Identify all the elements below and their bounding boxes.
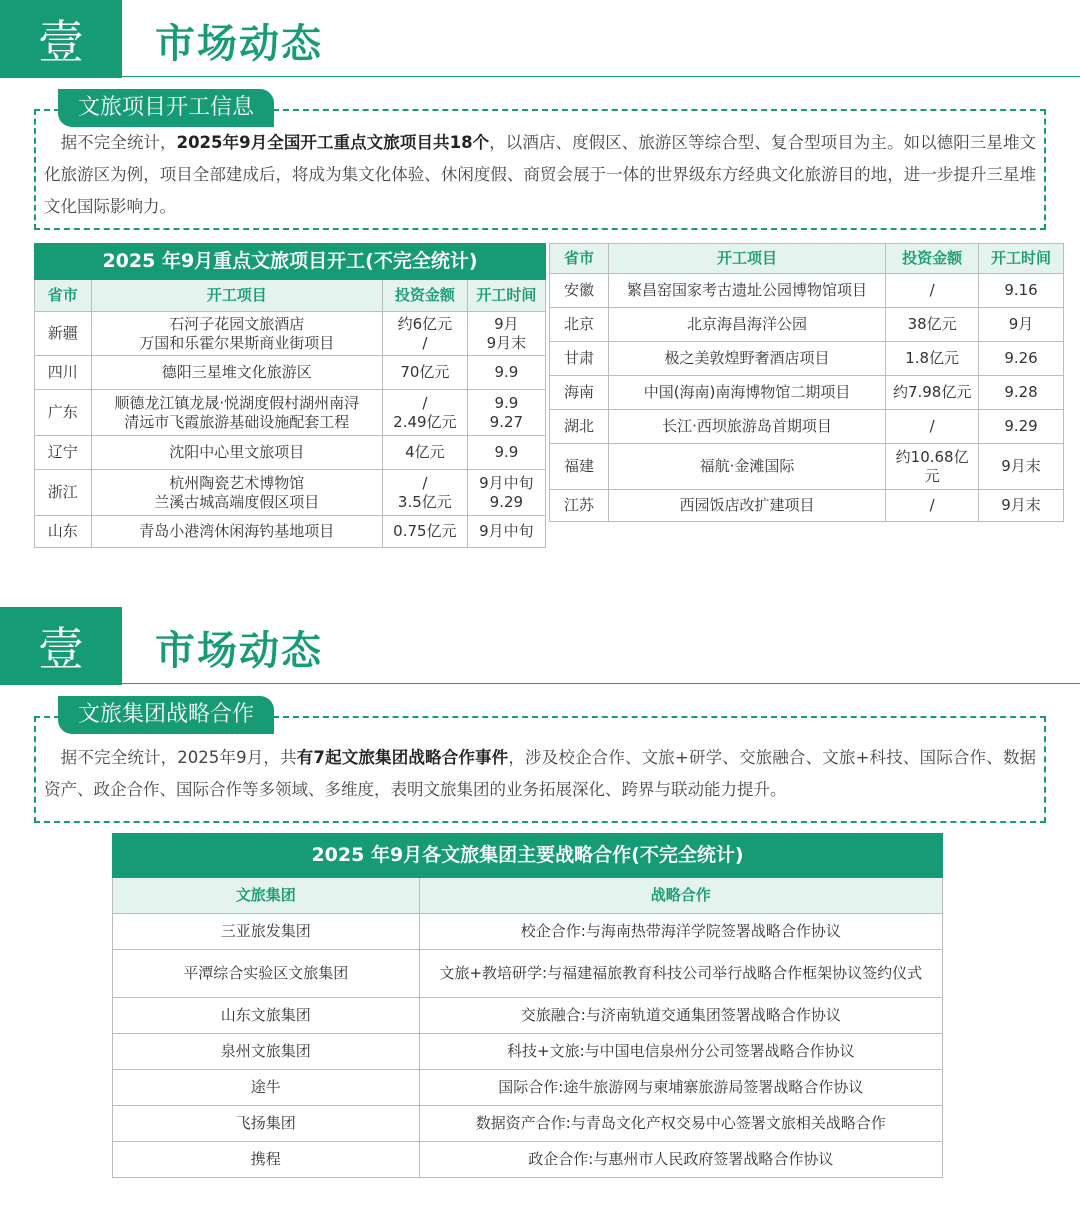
paragraph-text: 据不完全统计，2025年9月，共 bbox=[60, 748, 297, 767]
project-cell bbox=[91, 390, 382, 436]
column-header: 文旅集团 bbox=[113, 878, 420, 914]
group-cell: 携程 bbox=[113, 1142, 420, 1178]
column-header: 开工项目 bbox=[91, 280, 382, 312]
province-cell bbox=[550, 410, 609, 444]
cell-line: 约7.98亿元 bbox=[892, 383, 972, 401]
cell-line: 德阳三星堆文化旅游区 bbox=[161, 363, 312, 381]
province-cell bbox=[35, 356, 92, 390]
table-header-row bbox=[550, 244, 1064, 274]
group-cell: 山东文旅集团 bbox=[113, 998, 420, 1034]
cell-line: 广东 bbox=[47, 403, 78, 421]
cell-line: 2.49亿元 bbox=[393, 412, 457, 431]
cell-line: / bbox=[422, 393, 428, 412]
time-cell bbox=[979, 444, 1064, 490]
province-cell bbox=[550, 342, 609, 376]
cell-line: / bbox=[422, 473, 428, 492]
section-number-badge: 壹 bbox=[0, 607, 122, 685]
cell-line: 9月 bbox=[494, 314, 519, 333]
time-cell bbox=[467, 516, 545, 548]
project-cell bbox=[608, 490, 885, 522]
header-divider bbox=[122, 76, 1080, 77]
time-cell bbox=[467, 356, 545, 390]
cell-line: 沈阳中心里文旅项目 bbox=[169, 443, 305, 461]
cell-line: 9月末 bbox=[1001, 457, 1041, 475]
cell-line: 4亿元 bbox=[405, 443, 445, 461]
cell-line: 长江·西坝旅游岛首期项目 bbox=[662, 417, 832, 435]
cell-line: 杭州陶瓷艺术博物馆 bbox=[169, 473, 305, 492]
project-cell bbox=[91, 436, 382, 470]
table-row bbox=[550, 376, 1064, 410]
cooperation-cell: 交旅融合:与济南轨道交通集团签署战略合作协议 bbox=[419, 998, 942, 1034]
cell-line: 湖北 bbox=[563, 417, 594, 435]
table-row bbox=[113, 1034, 943, 1070]
project-cell bbox=[608, 308, 885, 342]
cell-line: 9月中旬 bbox=[479, 522, 534, 540]
cell-line: 9.9 bbox=[494, 393, 519, 412]
amount-cell bbox=[886, 490, 979, 522]
table-row bbox=[113, 1106, 943, 1142]
cell-line: 38亿元 bbox=[907, 315, 957, 333]
cell-line: 9月末 bbox=[1001, 496, 1041, 514]
cell-line: 9.16 bbox=[1004, 281, 1038, 299]
amount-cell bbox=[382, 436, 467, 470]
cell-line: 约6亿元 bbox=[397, 314, 453, 333]
amount-cell bbox=[886, 342, 979, 376]
column-header: 开工时间 bbox=[979, 244, 1064, 274]
cell-line: 9月 bbox=[1008, 315, 1034, 333]
cell-line: 极之美敦煌野奢酒店项目 bbox=[664, 349, 830, 367]
amount-cell bbox=[382, 470, 467, 516]
cell-line: 海南 bbox=[563, 383, 594, 401]
province-cell bbox=[35, 390, 92, 436]
time-cell bbox=[979, 410, 1064, 444]
cell-line: 9.29 bbox=[1004, 417, 1038, 435]
group-cell: 飞扬集团 bbox=[113, 1106, 420, 1142]
amount-cell bbox=[886, 274, 979, 308]
table-row bbox=[35, 470, 546, 516]
province-cell bbox=[550, 274, 609, 308]
time-cell bbox=[467, 312, 545, 356]
paragraph-highlight: 有7起文旅集团战略合作事件 bbox=[296, 748, 509, 767]
cell-line: 石河子花园文旅酒店 bbox=[169, 314, 305, 333]
cell-line: 山东 bbox=[47, 522, 78, 540]
cell-line: 四川 bbox=[47, 363, 78, 381]
header-divider bbox=[122, 683, 1080, 684]
project-cell bbox=[91, 312, 382, 356]
cell-line: 万国和乐霍尔果斯商业街项目 bbox=[139, 333, 335, 352]
cooperation-cell: 文旅+教培研学:与福建福旅教育科技公司举行战略合作框架协议签约仪式 bbox=[419, 950, 942, 998]
column-header: 省市 bbox=[550, 244, 609, 274]
cell-line: 新疆 bbox=[47, 324, 78, 342]
amount-cell bbox=[382, 390, 467, 436]
cell-line: 辽宁 bbox=[47, 443, 78, 461]
cell-line: 0.75亿元 bbox=[393, 522, 457, 540]
cell-line: 繁昌窑国家考古遗址公园博物馆项目 bbox=[627, 281, 868, 299]
cell-line: 9.26 bbox=[1004, 349, 1038, 367]
section-header-2 bbox=[0, 607, 1080, 685]
cell-line: 中国(海南)南海博物馆二期项目 bbox=[643, 383, 851, 401]
project-cell bbox=[91, 470, 382, 516]
cell-line: 浙江 bbox=[47, 483, 78, 501]
cell-line: 9月末 bbox=[486, 333, 527, 352]
cell-line: 甘肃 bbox=[563, 349, 594, 367]
table-row bbox=[550, 490, 1064, 522]
group-cell: 平潭综合实验区文旅集团 bbox=[113, 950, 420, 998]
cell-line: 西园饭店改扩建项目 bbox=[679, 496, 815, 514]
time-cell bbox=[979, 342, 1064, 376]
section-title: 市场动态 bbox=[155, 628, 323, 674]
table-row bbox=[35, 356, 546, 390]
table-caption: 2025 年9月各文旅集团主要战略合作(不完全统计) bbox=[113, 834, 943, 878]
table-row bbox=[550, 308, 1064, 342]
cell-line: 清远市飞霞旅游基础设施配套工程 bbox=[124, 412, 350, 431]
cell-line: 北京 bbox=[563, 315, 594, 333]
table-row bbox=[113, 950, 943, 998]
amount-cell bbox=[886, 410, 979, 444]
time-cell bbox=[979, 490, 1064, 522]
table-row bbox=[113, 1142, 943, 1178]
cell-line: 9.29 bbox=[489, 492, 524, 511]
section-title: 市场动态 bbox=[155, 21, 323, 67]
province-cell bbox=[550, 376, 609, 410]
table-row bbox=[550, 410, 1064, 444]
cell-line: 青岛小港湾休闲海钓基地项目 bbox=[139, 522, 335, 540]
column-header: 开工时间 bbox=[467, 280, 545, 312]
table-row bbox=[35, 436, 546, 470]
table-row bbox=[35, 312, 546, 356]
project-cell bbox=[608, 376, 885, 410]
cooperation-cell: 数据资产合作:与青岛文化产权交易中心签署文旅相关战略合作 bbox=[419, 1106, 942, 1142]
cooperation-cell: 政企合作:与惠州市人民政府签署战略合作协议 bbox=[419, 1142, 942, 1178]
cell-line: 福建 bbox=[563, 457, 594, 475]
amount-cell bbox=[886, 308, 979, 342]
cell-line: 江苏 bbox=[563, 496, 594, 514]
cell-line: 约10.68亿 bbox=[895, 447, 969, 466]
table-row bbox=[113, 1070, 943, 1106]
cell-line: / bbox=[929, 417, 935, 435]
cell-line: / bbox=[422, 333, 428, 352]
paragraph-highlight: 2025年9月全国开工重点文旅项目共18个 bbox=[176, 133, 490, 152]
cell-line: 9.28 bbox=[1004, 383, 1038, 401]
cell-line: 9月中旬 bbox=[479, 473, 534, 492]
cell-line: 9.9 bbox=[494, 363, 519, 381]
amount-cell bbox=[382, 516, 467, 548]
group-cell: 三亚旅发集团 bbox=[113, 914, 420, 950]
cell-line: 元 bbox=[924, 466, 940, 485]
section-tag: 文旅项目开工信息 bbox=[58, 89, 274, 127]
cell-line: 9.9 bbox=[494, 443, 519, 461]
intro-box-projects bbox=[34, 95, 1046, 230]
table-row bbox=[113, 914, 943, 950]
column-header: 开工项目 bbox=[608, 244, 885, 274]
section-tag: 文旅集团战略合作 bbox=[58, 696, 274, 734]
cell-line: / bbox=[929, 281, 935, 299]
project-cell bbox=[608, 274, 885, 308]
cell-line: 顺德龙江镇龙晟·悦湖度假村湖州南浔 bbox=[114, 393, 360, 412]
province-cell bbox=[35, 312, 92, 356]
project-cell bbox=[91, 356, 382, 390]
column-header: 投资金额 bbox=[886, 244, 979, 274]
time-cell bbox=[467, 390, 545, 436]
province-cell bbox=[35, 516, 92, 548]
amount-cell bbox=[886, 444, 979, 490]
project-cell bbox=[608, 410, 885, 444]
cell-line: / bbox=[929, 496, 935, 514]
section-number-badge: 壹 bbox=[0, 0, 122, 78]
cell-line: 9.27 bbox=[489, 412, 524, 431]
table-header-row bbox=[113, 878, 943, 914]
projects-table-right bbox=[549, 243, 1064, 522]
time-cell bbox=[979, 308, 1064, 342]
table-row bbox=[35, 390, 546, 436]
column-header: 省市 bbox=[35, 280, 92, 312]
time-cell bbox=[467, 470, 545, 516]
section-header-1 bbox=[0, 0, 1080, 78]
column-header: 战略合作 bbox=[419, 878, 942, 914]
table-row bbox=[550, 342, 1064, 376]
province-cell bbox=[35, 470, 92, 516]
amount-cell bbox=[382, 356, 467, 390]
cooperation-cell: 校企合作:与海南热带海洋学院签署战略合作协议 bbox=[419, 914, 942, 950]
table-row bbox=[113, 998, 943, 1034]
province-cell bbox=[550, 490, 609, 522]
project-cell bbox=[91, 516, 382, 548]
cell-line: 福航·金滩国际 bbox=[699, 457, 795, 475]
cell-line: 70亿元 bbox=[400, 363, 450, 381]
province-cell bbox=[550, 444, 609, 490]
cell-line: 3.5亿元 bbox=[397, 492, 452, 511]
projects-table-left bbox=[34, 243, 546, 548]
project-cell bbox=[608, 342, 885, 376]
table-row bbox=[550, 274, 1064, 308]
table-caption: 2025 年9月重点文旅项目开工(不完全统计) bbox=[35, 244, 546, 280]
intro-paragraph bbox=[36, 111, 1044, 231]
cooperation-table bbox=[112, 833, 943, 1178]
paragraph-text: ，以酒店、度假区、旅游区等综合型、复合型项目为主。如以德阳三星堆文化旅游区为例，项目全部建成后，将成为集文化体验、休闲度假、商贸会展于一体的世界级东方经典文化旅游目的地，进一步提升三星堆文化国际影响力。 bbox=[44, 133, 1037, 216]
project-cell bbox=[608, 444, 885, 490]
paragraph-text: ，涉及校企合作、文旅+研学、交旅融合、文旅+科技、国际合作、数据资产、政企合作、国际合作等多领域、多维度，表明文旅集团的业务拓展深化、跨界与联动能力提升。 bbox=[44, 748, 1037, 799]
group-cell: 泉州文旅集团 bbox=[113, 1034, 420, 1070]
table-header-row bbox=[35, 280, 546, 312]
amount-cell bbox=[886, 376, 979, 410]
table-row bbox=[550, 444, 1064, 490]
group-cell: 途牛 bbox=[113, 1070, 420, 1106]
intro-box-cooperation bbox=[34, 702, 1046, 823]
cell-line: 北京海昌海洋公园 bbox=[687, 315, 808, 333]
cell-line: 兰溪古城高端度假区项目 bbox=[154, 492, 320, 511]
time-cell bbox=[979, 274, 1064, 308]
province-cell bbox=[35, 436, 92, 470]
paragraph-text: 据不完全统计， bbox=[60, 133, 177, 152]
province-cell bbox=[550, 308, 609, 342]
cell-line: 安徽 bbox=[563, 281, 594, 299]
cooperation-cell: 国际合作:途牛旅游网与柬埔寨旅游局签署战略合作协议 bbox=[419, 1070, 942, 1106]
cooperation-cell: 科技+文旅:与中国电信泉州分公司签署战略合作协议 bbox=[419, 1034, 942, 1070]
column-header: 投资金额 bbox=[382, 280, 467, 312]
time-cell bbox=[979, 376, 1064, 410]
amount-cell bbox=[382, 312, 467, 356]
table-row bbox=[35, 516, 546, 548]
cell-line: 1.8亿元 bbox=[905, 349, 960, 367]
time-cell bbox=[467, 436, 545, 470]
